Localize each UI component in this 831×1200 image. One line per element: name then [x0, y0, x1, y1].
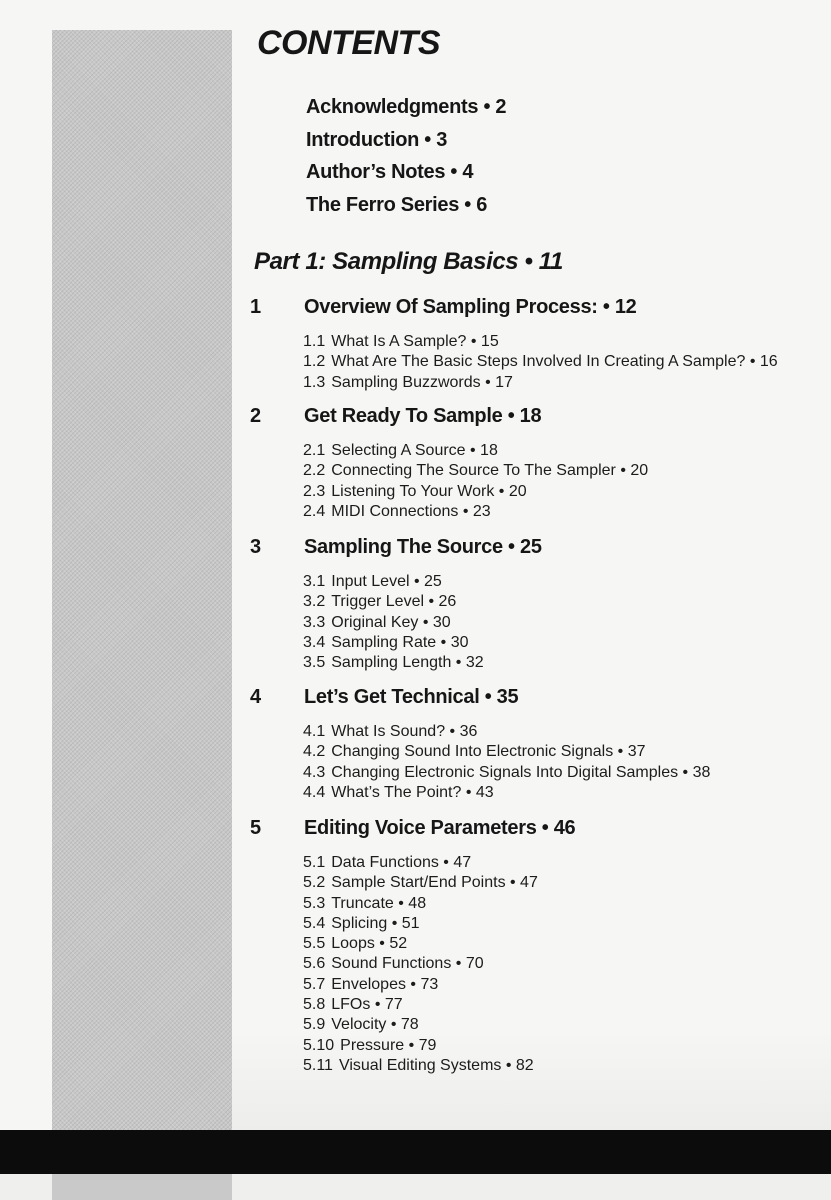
section-title: Visual Editing Systems • 82: [338, 1056, 534, 1074]
section-number: 3.2: [303, 593, 326, 611]
chapter-4: [250, 686, 831, 803]
section-item[interactable]: [303, 763, 831, 783]
section-item[interactable]: [303, 373, 831, 393]
front-matter-item[interactable]: Author’s Notes • 4: [306, 161, 474, 183]
section-number: 3.5: [303, 654, 326, 672]
section-item[interactable]: [303, 653, 831, 673]
gray-side-band: [52, 30, 232, 1200]
section-number: 1.1: [303, 333, 326, 350]
chapter-number: 2: [250, 405, 261, 427]
section-item[interactable]: [303, 332, 831, 352]
section-title: Sampling Buzzwords • 17: [331, 373, 513, 391]
section-title: Pressure • 79: [340, 1036, 437, 1054]
front-matter-item[interactable]: Introduction • 3: [306, 128, 448, 151]
section-number: 5.3: [303, 894, 326, 912]
section-item[interactable]: [303, 853, 831, 873]
section-item[interactable]: [303, 1015, 831, 1035]
chapter-title: Let’s Get Technical • 35: [304, 686, 519, 708]
chapter-number: 5: [250, 817, 261, 839]
section-number: 5.11: [303, 1056, 333, 1074]
section-number: 5.8: [303, 996, 326, 1014]
section-item[interactable]: [303, 934, 831, 954]
section-number: 2.3: [303, 482, 326, 500]
chapter-2: [250, 405, 831, 522]
section-number: 2.2: [303, 462, 326, 480]
section-item[interactable]: [303, 1056, 831, 1076]
section-list: [303, 441, 831, 522]
section-title: Sampling Rate • 30: [331, 633, 469, 651]
section-title: LFOs • 77: [331, 996, 403, 1014]
section-item[interactable]: [303, 613, 831, 633]
section-title: What’s The Point? • 43: [331, 783, 494, 801]
chapter-heading[interactable]: [250, 536, 831, 564]
section-title: What Is Sound? • 36: [331, 723, 478, 740]
section-item[interactable]: [303, 954, 831, 974]
section-number: 2.1: [303, 442, 326, 459]
section-number: 4.4: [303, 783, 326, 801]
chapter-5: [250, 817, 831, 1076]
section-number: 1.3: [303, 373, 326, 391]
chapter-1: [250, 296, 831, 393]
section-number: 5.1: [303, 854, 326, 871]
chapter-heading[interactable]: [250, 817, 831, 845]
section-number: 4.1: [303, 723, 326, 740]
section-item[interactable]: [303, 995, 831, 1015]
section-item[interactable]: [303, 461, 831, 481]
footer-black-bar: [0, 1130, 831, 1174]
part-heading[interactable]: Part 1: Sampling Basics • 11: [254, 248, 563, 275]
section-item[interactable]: [303, 742, 831, 762]
section-title: Changing Sound Into Electronic Signals • 37: [331, 743, 646, 761]
section-number: 3.4: [303, 633, 326, 651]
section-number: 3.3: [303, 613, 326, 631]
section-number: 2.4: [303, 502, 326, 520]
chapter-heading[interactable]: [250, 405, 831, 433]
chapter-title: Sampling The Source • 25: [304, 536, 542, 558]
section-number: 4.3: [303, 763, 326, 781]
page-title: CONTENTS: [257, 24, 440, 62]
section-title: Input Level • 25: [331, 573, 442, 590]
chapter-number: 1: [250, 296, 261, 318]
section-item[interactable]: [303, 873, 831, 893]
section-item[interactable]: [303, 975, 831, 995]
section-title: Truncate • 48: [331, 894, 427, 912]
section-number: 5.10: [303, 1036, 335, 1054]
section-item[interactable]: [303, 482, 831, 502]
section-title: What Are The Basic Steps Involved In Creating A Sample? • 16: [331, 353, 778, 371]
section-number: 5.2: [303, 874, 326, 892]
section-title: Splicing • 51: [331, 914, 420, 932]
section-list: [303, 722, 831, 803]
section-number: 4.2: [303, 743, 326, 761]
section-item[interactable]: [303, 502, 831, 522]
section-title: Trigger Level • 26: [331, 593, 457, 611]
section-title: Velocity • 78: [331, 1016, 419, 1034]
section-number: 5.7: [303, 975, 326, 993]
section-item[interactable]: [303, 592, 831, 612]
section-item[interactable]: [303, 441, 831, 461]
section-item[interactable]: [303, 1036, 831, 1056]
section-item[interactable]: [303, 352, 831, 372]
section-list: [303, 572, 831, 673]
section-title: Sound Functions • 70: [331, 955, 484, 973]
section-item[interactable]: [303, 783, 831, 803]
chapter-title: Editing Voice Parameters • 46: [304, 817, 576, 839]
section-item[interactable]: [303, 572, 831, 592]
chapter-number: 3: [250, 536, 261, 558]
section-item[interactable]: [303, 894, 831, 914]
section-number: 3.1: [303, 573, 326, 590]
section-title: What Is A Sample? • 15: [331, 333, 499, 350]
section-list: [303, 332, 831, 393]
chapter-title: Overview Of Sampling Process: • 12: [304, 296, 637, 318]
section-number: 5.9: [303, 1016, 326, 1034]
section-title: Sampling Length • 32: [331, 654, 484, 672]
section-number: 5.5: [303, 935, 326, 953]
section-title: Envelopes • 73: [331, 975, 439, 993]
section-title: Sample Start/End Points • 47: [331, 874, 538, 892]
section-title: Loops • 52: [331, 935, 408, 953]
section-title: Selecting A Source • 18: [331, 442, 498, 459]
chapter-3: [250, 536, 831, 673]
section-title: Listening To Your Work • 20: [331, 482, 527, 500]
chapter-heading[interactable]: [250, 296, 831, 324]
section-item[interactable]: [303, 633, 831, 653]
section-title: Data Functions • 47: [331, 854, 472, 871]
front-matter-item[interactable]: The Ferro Series • 6: [306, 193, 488, 216]
side-band-tail: [52, 1174, 232, 1200]
section-number: 1.2: [303, 353, 326, 371]
section-list: [303, 853, 831, 1076]
chapter-number: 4: [250, 686, 261, 708]
front-matter-item[interactable]: Acknowledgments • 2: [306, 96, 507, 118]
front-matter-list: [306, 96, 506, 226]
footer-strip: [0, 1174, 831, 1200]
section-title: MIDI Connections • 23: [331, 502, 491, 520]
section-number: 5.6: [303, 955, 326, 973]
chapter-title: Get Ready To Sample • 18: [304, 405, 542, 427]
chapter-heading[interactable]: [250, 686, 831, 714]
section-item[interactable]: [303, 914, 831, 934]
section-title: Connecting The Source To The Sampler • 20: [331, 462, 649, 480]
section-item[interactable]: [303, 722, 831, 742]
section-title: Changing Electronic Signals Into Digital Samples • 38: [331, 763, 711, 781]
section-number: 5.4: [303, 914, 326, 932]
section-title: Original Key • 30: [331, 613, 451, 631]
